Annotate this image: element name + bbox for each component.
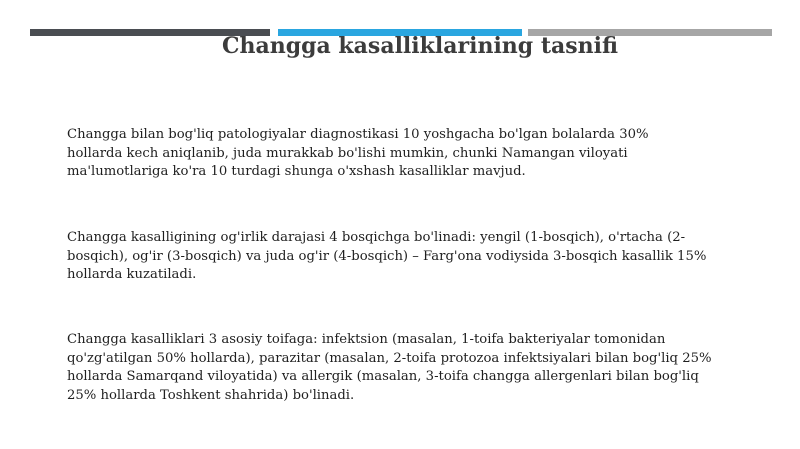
paragraph-severity: Changga kasalligining og'irlik darajasi 4 bosqichga bo'linadi: yengil (1-bosqich), o'rtacha (2- bosqich), og'ir (3-bosqich) va juda og'ir (4-bosqich) – Farg'ona vodiysida 3-bosqich kasallik 15% hollarda kuzatiladi.: [67, 230, 707, 282]
paragraph-diagnostics: Changga bilan bog'liq patologiyalar diagnostikasi 10 yoshgacha bo'lgan bolalarda 30% hollarda kech aniqlanib, juda murakkab bo'lishi mumkin, chunki Namangan viloyati ma'lumotlariga ko'ra 10 turdagi shunga o'xshash kasalliklar mavjud.: [67, 127, 649, 179]
slide-title: Changga kasalliklarining tasnifi: [222, 33, 618, 59]
paragraph-categories: Changga kasalliklari 3 asosiy toifaga: infektsion (masalan, 1-toifa bakteriyalar tomonidan qo'zg'atilgan 50% hollarda), parazitar (masalan, 2-toifa protozoa infektsiyalari bilan bog'liq 25% hollarda Samarqand viloyatida) va allergik (masalan, 3-toifa changga allergenlari bilan bog'liq 25% hollarda Toshkent shahrida) bo'linadi.: [67, 332, 712, 403]
